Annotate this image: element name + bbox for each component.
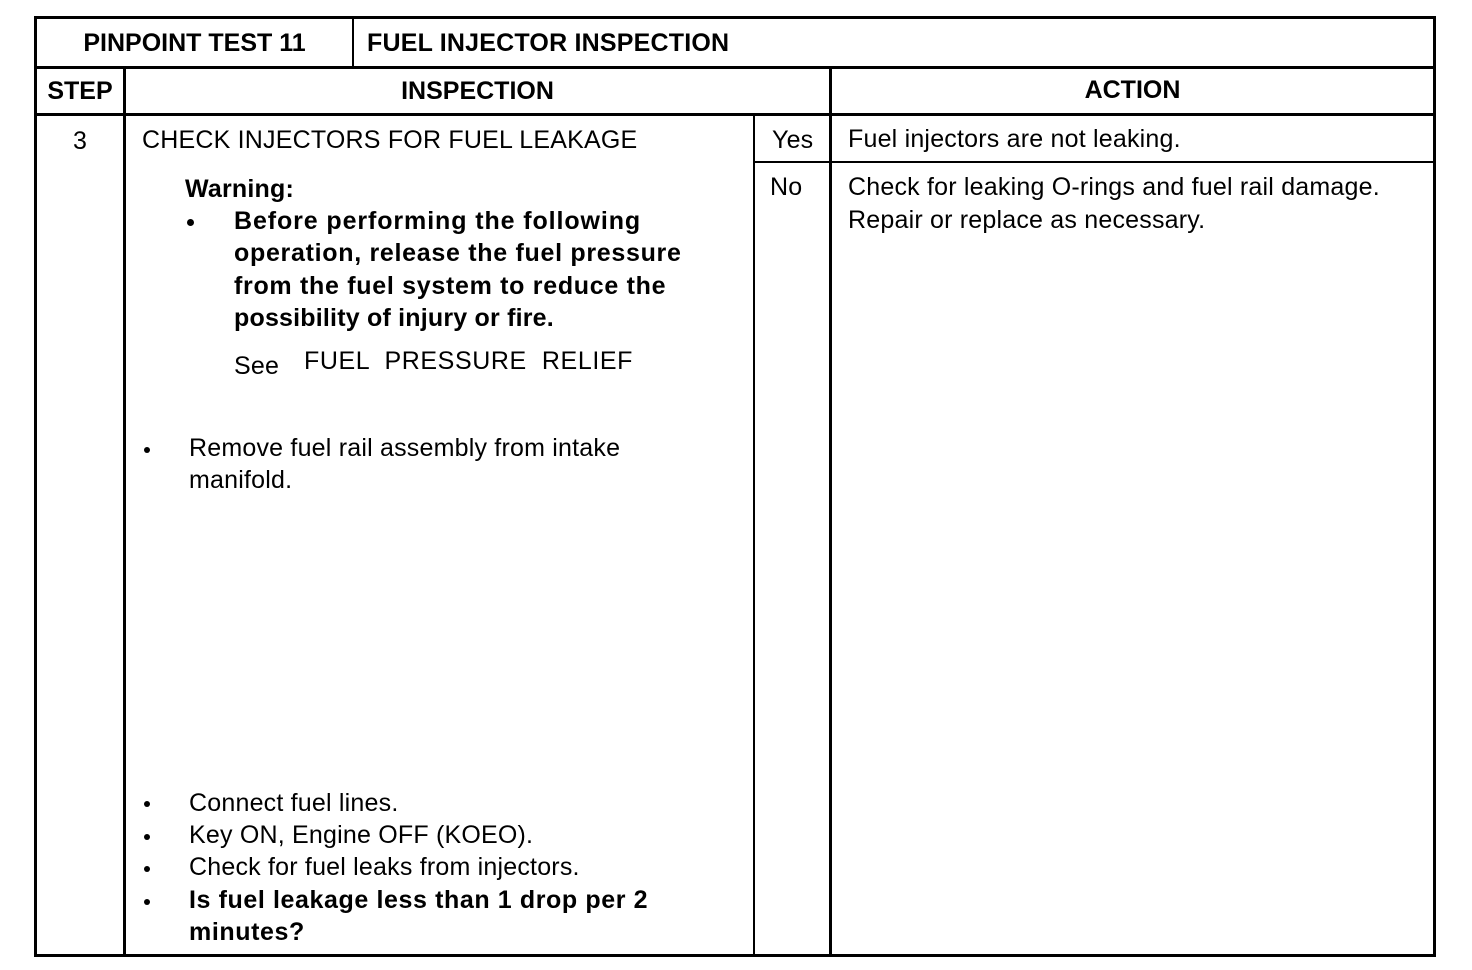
test-id: PINPOINT TEST 11 — [83, 29, 306, 57]
table-border-left — [34, 16, 37, 957]
column-header-step: STEP — [47, 77, 113, 105]
warning-line-2: operation, release the fuel pressure — [234, 239, 682, 267]
column-header-action: ACTION — [1084, 76, 1181, 104]
see-reference: FUEL PRESSURE RELIEF — [304, 347, 634, 375]
question-bullet — [144, 899, 150, 905]
warning-bullet — [187, 219, 194, 226]
action-no-line-2: Repair or replace as necessary. — [848, 206, 1206, 234]
warning-line-1: Before performing the following — [234, 207, 642, 235]
warning-label: Warning: — [185, 175, 294, 203]
test-title: FUEL INJECTOR INSPECTION — [367, 29, 730, 57]
final-step-bullet-1 — [144, 801, 150, 807]
action-yes: Fuel injectors are not leaking. — [848, 125, 1181, 153]
final-step-bullet-2 — [144, 834, 150, 840]
warning-line-3: from the fuel system to reduce the — [234, 272, 667, 300]
final-step-3: Check for fuel leaks from injectors. — [189, 853, 580, 881]
table-border-top — [34, 16, 1436, 19]
question-line-1: Is fuel leakage less than 1 drop per 2 — [189, 886, 649, 914]
step-column-divider — [123, 66, 126, 957]
title-row-bottom — [34, 66, 1436, 69]
remove-step-bullet — [144, 447, 150, 453]
inspection-title: CHECK INJECTORS FOR FUEL LEAKAGE — [142, 126, 638, 154]
step-number: 3 — [73, 127, 87, 155]
answer-no: No — [770, 173, 803, 201]
action-no-line-1: Check for leaking O-rings and fuel rail damage. — [848, 173, 1380, 201]
remove-step-line-2: manifold. — [189, 466, 293, 494]
title-divider — [352, 16, 354, 68]
table-border-bottom — [34, 954, 1436, 957]
question-line-2: minutes? — [189, 918, 305, 946]
warning-line-4: possibility of injury or fire. — [234, 304, 554, 332]
column-header-inspection: INSPECTION — [401, 77, 554, 105]
answer-yes: Yes — [772, 126, 814, 154]
final-step-1: Connect fuel lines. — [189, 789, 399, 817]
final-step-bullet-3 — [144, 866, 150, 872]
table-border-right — [1433, 16, 1436, 957]
final-step-2: Key ON, Engine OFF (KOEO). — [189, 821, 534, 849]
action-column-divider — [829, 66, 832, 957]
see-prefix: See — [234, 352, 280, 380]
header-row-bottom — [34, 113, 1436, 116]
remove-step-line-1: Remove fuel rail assembly from intake — [189, 434, 621, 462]
answer-column-divider — [753, 113, 755, 957]
yes-no-divider — [753, 161, 1436, 163]
